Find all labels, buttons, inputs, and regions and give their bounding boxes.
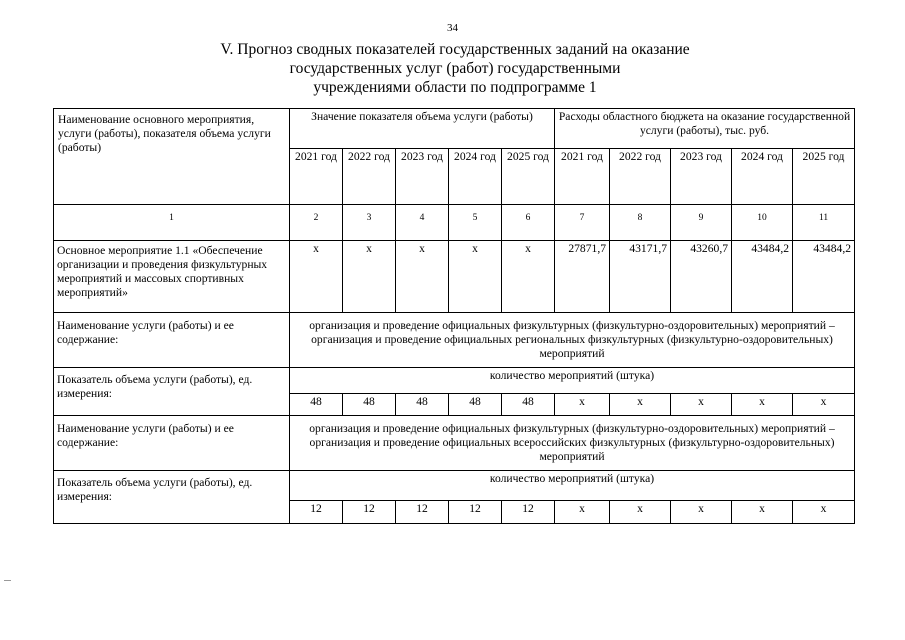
main-event-name: Основное мероприятие 1.1 «Обеспечение организации и проведения физкультурных мероприятий и массовых спортивных мероприятий» (54, 241, 290, 313)
service-name-row (54, 416, 855, 471)
indicator-value: 48 (290, 394, 343, 416)
main-event-value: 43484,2 (793, 241, 855, 313)
indicator-value: 48 (343, 394, 396, 416)
indicator-value: 12 (449, 501, 502, 524)
indicator-value: х (793, 501, 855, 524)
indicator-unit: количество мероприятий (штука) (290, 471, 855, 501)
header-volume-year: 2023 год (396, 149, 449, 205)
main-event-row (54, 241, 855, 313)
header-volume-year: 2022 год (343, 149, 396, 205)
indicator-value: 12 (502, 501, 555, 524)
indicator-label: Показатель объема услуги (работы), ед. измерения: (54, 471, 290, 524)
indicator-value: 12 (396, 501, 449, 524)
header-expense-year: 2025 год (793, 149, 855, 205)
service-content: организация и проведение официальных физкультурных (физкультурно-оздоровительных) мероприятий – организация и проведение официальных региональных физкультурных (физкультурно-оздоровительных) мероприятий (290, 313, 855, 368)
column-number: 1 (54, 205, 290, 241)
header-name-cell: Наименование основного мероприятия, услуги (работы), показателя объема услуги (работы) (54, 109, 290, 205)
indicator-value: х (610, 394, 671, 416)
indicator-value: 48 (396, 394, 449, 416)
column-number: 4 (396, 205, 449, 241)
indicator-value: х (671, 394, 732, 416)
header-expense-year: 2022 год (610, 149, 671, 205)
main-event-value: 43171,7 (610, 241, 671, 313)
title-line-2: государственных услуг (работ) государственными (289, 60, 621, 77)
main-event-value: 27871,7 (555, 241, 610, 313)
column-number: 2 (290, 205, 343, 241)
header-volume-year: 2025 год (502, 149, 555, 205)
column-number: 11 (793, 205, 855, 241)
service-content: организация и проведение официальных физкультурных (физкультурно-оздоровительных) мероприятий – организация и проведение официальных всероссийских физкультурных (физкультурно-оздоровительных) мероприятий (290, 416, 855, 471)
forecast-table (53, 108, 855, 524)
indicator-value: х (793, 394, 855, 416)
service-name-label: Наименование услуги (работы) и ее содержание: (54, 313, 290, 368)
indicator-label: Показатель объема услуги (работы), ед. измерения: (54, 368, 290, 416)
main-event-value: 43260,7 (671, 241, 732, 313)
indicator-value: х (610, 501, 671, 524)
header-volume-year: 2021 год (290, 149, 343, 205)
column-number: 8 (610, 205, 671, 241)
column-number: 3 (343, 205, 396, 241)
indicator-unit: количество мероприятий (штука) (290, 368, 855, 394)
page-title (150, 40, 760, 97)
title-line-3: учреждениями области по подпрограмме 1 (313, 79, 597, 96)
indicator-unit-row (54, 368, 855, 394)
header-expense-year: 2021 год (555, 149, 610, 205)
header-volume-year: 2024 год (449, 149, 502, 205)
indicator-value: х (732, 501, 793, 524)
main-event-value: х (449, 241, 502, 313)
header-row-groups (54, 109, 855, 149)
indicator-value: х (555, 501, 610, 524)
indicator-value: 48 (449, 394, 502, 416)
indicator-value: 12 (290, 501, 343, 524)
column-number: 10 (732, 205, 793, 241)
main-event-value: х (290, 241, 343, 313)
margin-mark (4, 580, 11, 581)
page-number: 34 (447, 22, 458, 34)
header-expense-year: 2023 год (671, 149, 732, 205)
service-name-row (54, 313, 855, 368)
header-volume-group: Значение показателя объема услуги (работы) (290, 109, 555, 149)
column-number: 9 (671, 205, 732, 241)
column-number: 6 (502, 205, 555, 241)
indicator-value: х (671, 501, 732, 524)
column-number: 5 (449, 205, 502, 241)
header-expense-year: 2024 год (732, 149, 793, 205)
header-expenses-group: Расходы областного бюджета на оказание государственной услуги (работы), тыс. руб. (555, 109, 855, 149)
service-name-label: Наименование услуги (работы) и ее содержание: (54, 416, 290, 471)
column-numbers-row (54, 205, 855, 241)
main-event-value: 43484,2 (732, 241, 793, 313)
main-event-value: х (502, 241, 555, 313)
column-number: 7 (555, 205, 610, 241)
main-event-value: х (343, 241, 396, 313)
indicator-unit-row (54, 471, 855, 501)
indicator-value: 12 (343, 501, 396, 524)
indicator-value: 48 (502, 394, 555, 416)
main-event-value: х (396, 241, 449, 313)
indicator-value: х (732, 394, 793, 416)
indicator-value: х (555, 394, 610, 416)
title-line-1: V. Прогноз сводных показателей государственных заданий на оказание (220, 41, 690, 58)
